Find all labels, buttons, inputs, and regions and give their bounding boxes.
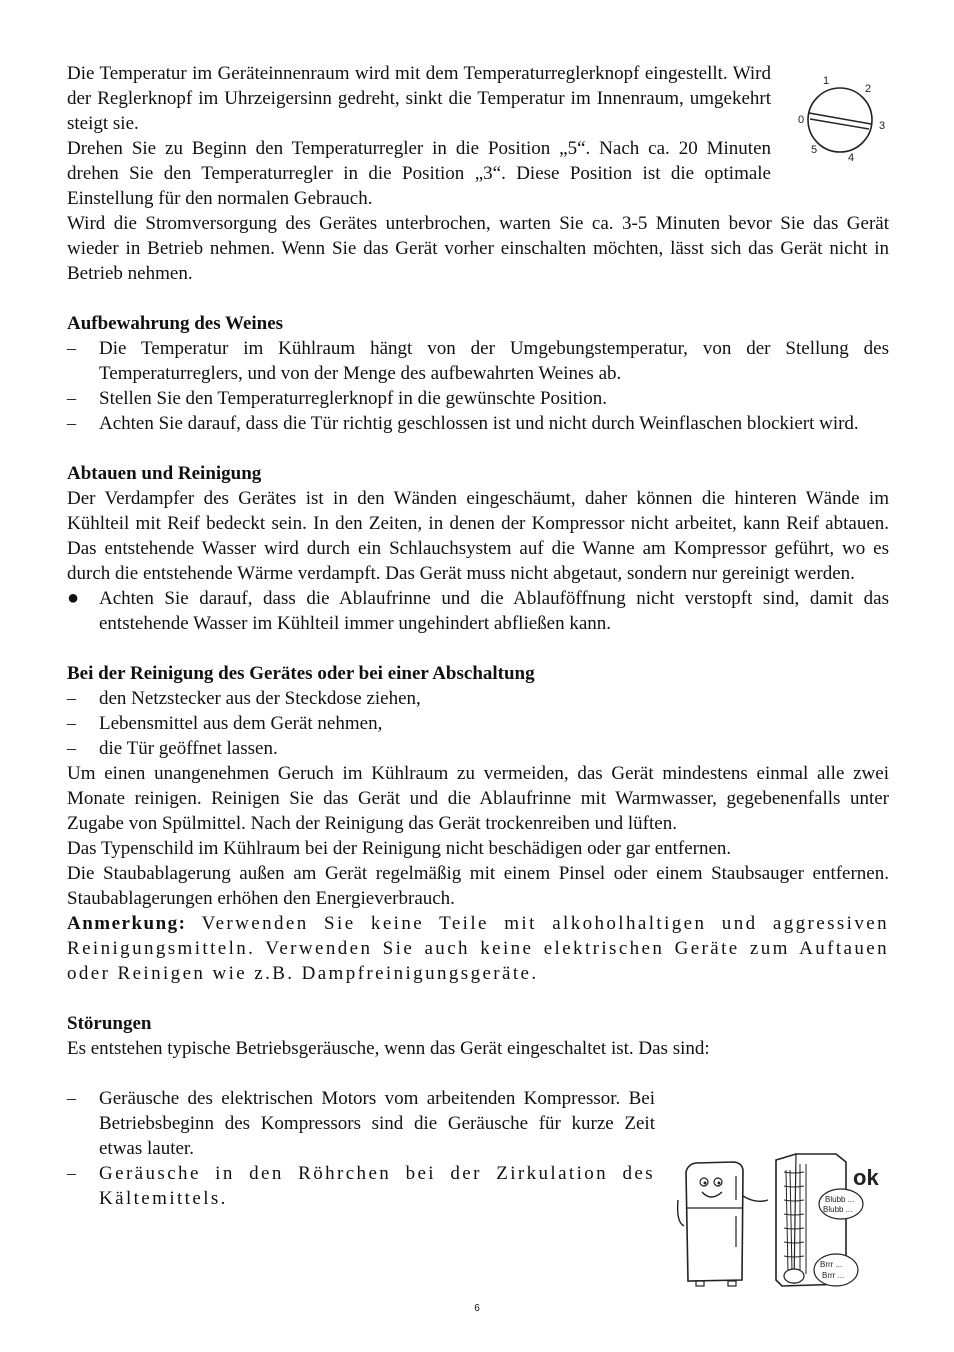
section-heading-storage: Aufbewahrung des Weines xyxy=(67,313,284,334)
faults-intro: Es entstehen typische Betriebsgeräusche, wenn das Gerät eingeschaltet ist. Das sind: xyxy=(67,1038,710,1059)
note-text: Verwenden Sie keine Teile mit alkoholhaltigen und aggressiven Reinigungsmitteln. Verwenden Sie auch keine elektrischen Geräte zum Auftauen oder Reinigen wie z.B. Dampfreinigungsgeräte. xyxy=(67,913,889,984)
dash-marker: – xyxy=(67,713,76,733)
list-item: – Lebensmittel aus dem Gerät nehmen, xyxy=(67,713,383,734)
faults-list xyxy=(67,1086,655,1211)
intro-paragraph-3: Wird die Stromversorgung des Gerätes unterbrochen, warten Sie ca. 3-5 Minuten bevor Sie das Gerät wieder in Betrieb nehmen. Wenn Sie das Gerät vorher einschalten möchten, lässt sich das Gerät nicht in Betrieb nehmen. xyxy=(67,213,889,284)
bubble-text: Blubb ... xyxy=(823,1205,853,1214)
cleaning-paragraph-1: Um einen unangenehmen Geruch im Kühlraum zu vermeiden, das Gerät mindestens einmal alle zwei Monate reinigen. Reinigen Sie das Gerät und die Ablaufrinne mit Warmwasser, gegebenenfalls unter Zugabe von Spülmittel. Nach der Reinigung das Gerät trockenreiben und lüften. xyxy=(67,763,889,834)
page-number: 6 xyxy=(474,1303,480,1314)
dial-label-1: 1 xyxy=(823,75,830,87)
dial-label-2: 2 xyxy=(865,83,872,95)
cleaning-paragraph-3: Die Staubablagerung außen am Gerät regelmäßig mit einem Pinsel oder einem Staubsauger entfernen. Staubablagerungen erhöhen den Energieverbrauch. xyxy=(67,863,889,909)
list-item: – Geräusche des elektrischen Motors vom arbeitenden Kompressor. Bei Betriebsbeginn des Kompressors sind die Geräusche für kurze Zeit etwas lauter. xyxy=(67,1088,655,1159)
list-item: – Geräusche in den Röhrchen bei der Zirkulation des Kältemittels. xyxy=(67,1163,655,1209)
section-heading-cleaning: Bei der Reinigung des Gerätes oder bei einer Abschaltung xyxy=(67,663,535,684)
spacer xyxy=(67,1061,889,1086)
dial-label-3: 3 xyxy=(879,120,886,132)
section-heading-defrost: Abtauen und Reinigung xyxy=(67,463,262,484)
dash-marker: – xyxy=(67,338,76,358)
cleaning-paragraph-2: Das Typenschild im Kühlraum bei der Reinigung nicht beschädigen oder gar entfernen. xyxy=(67,838,732,859)
manual-page xyxy=(67,61,889,1211)
bubble-text: Brrr ... xyxy=(820,1260,843,1269)
dash-marker: – xyxy=(67,688,76,708)
list-item: ● Achten Sie darauf, dass die Ablaufrinne und die Ablauföffnung nicht verstopft sind, damit das entstehende Wasser im Kühlteil immer ungehindert abfließen kann. xyxy=(67,587,889,634)
intro-paragraph-2: Drehen Sie zu Beginn den Temperaturregler in die Position „5“. Nach ca. 20 Minuten drehen Sie den Temperaturregler in die Position „3“. Diese Position ist die optimale Einstellung für den normalen Gebrauch. xyxy=(67,138,771,209)
dial-label-5: 5 xyxy=(811,144,818,156)
temperature-dial-diagram xyxy=(790,70,900,170)
bubble-text: Blubb ... xyxy=(825,1195,855,1204)
intro-paragraph-1: Die Temperatur im Geräteinnenraum wird mit dem Temperaturreglerknopf eingestellt. Wird der Reglerknopf im Uhrzeigersinn gedreht, sinkt die Temperatur im Innenraum, umgekehrt steigt sie. xyxy=(67,63,771,134)
dash-marker: – xyxy=(67,738,76,758)
fridge-cartoon-icon xyxy=(676,1152,888,1292)
cleaning-list xyxy=(67,686,889,761)
section-heading-faults: Störungen xyxy=(67,1013,152,1034)
defrost-list xyxy=(67,586,889,636)
dash-marker: – xyxy=(67,413,76,433)
storage-list xyxy=(67,336,889,436)
bubble-text: Brrr ... xyxy=(822,1271,845,1280)
dial-label-4: 4 xyxy=(848,152,855,164)
note-paragraph xyxy=(67,911,889,986)
defrost-paragraph: Der Verdampfer des Gerätes ist in den Wänden eingeschäumt, daher können die hinteren Wände im Kühlteil mit Reif bedeckt sein. In den Zeiten, in denen der Kompressor nicht arbeitet, kann Reif abtauen. Das entstehende Wasser wird durch ein Schlauchsystem auf die Wanne am Kompressor geführt, wo es durch die entstehende Wärme verdampft. Das Gerät muss nicht abgetaut, sondern nur gereinigt werden. xyxy=(67,488,889,584)
list-item: – den Netzstecker aus der Steckdose ziehen, xyxy=(67,688,421,709)
list-item: – die Tür geöffnet lassen. xyxy=(67,738,278,759)
bullet-dot-icon: ● xyxy=(67,587,80,609)
ok-label: ok xyxy=(853,1165,879,1190)
dash-marker: – xyxy=(67,1163,76,1183)
list-item: – Die Temperatur im Kühlraum hängt von der Umgebungstemperatur, von der Stellung des Temperaturreglers, und von der Menge des aufbewahrten Weines ab. xyxy=(67,338,889,384)
dial-label-0: 0 xyxy=(798,114,805,126)
temperature-dial-icon xyxy=(790,70,900,170)
dash-marker: – xyxy=(67,388,76,408)
list-item: – Achten Sie darauf, dass die Tür richtig geschlossen ist und nicht durch Weinflaschen blockiert wird. xyxy=(67,413,859,434)
list-item: – Stellen Sie den Temperaturreglerknopf in die gewünschte Position. xyxy=(67,388,608,409)
note-label: Anmerkung: xyxy=(67,913,187,934)
fridge-noise-illustration xyxy=(676,1152,888,1292)
dash-marker: – xyxy=(67,1088,76,1108)
